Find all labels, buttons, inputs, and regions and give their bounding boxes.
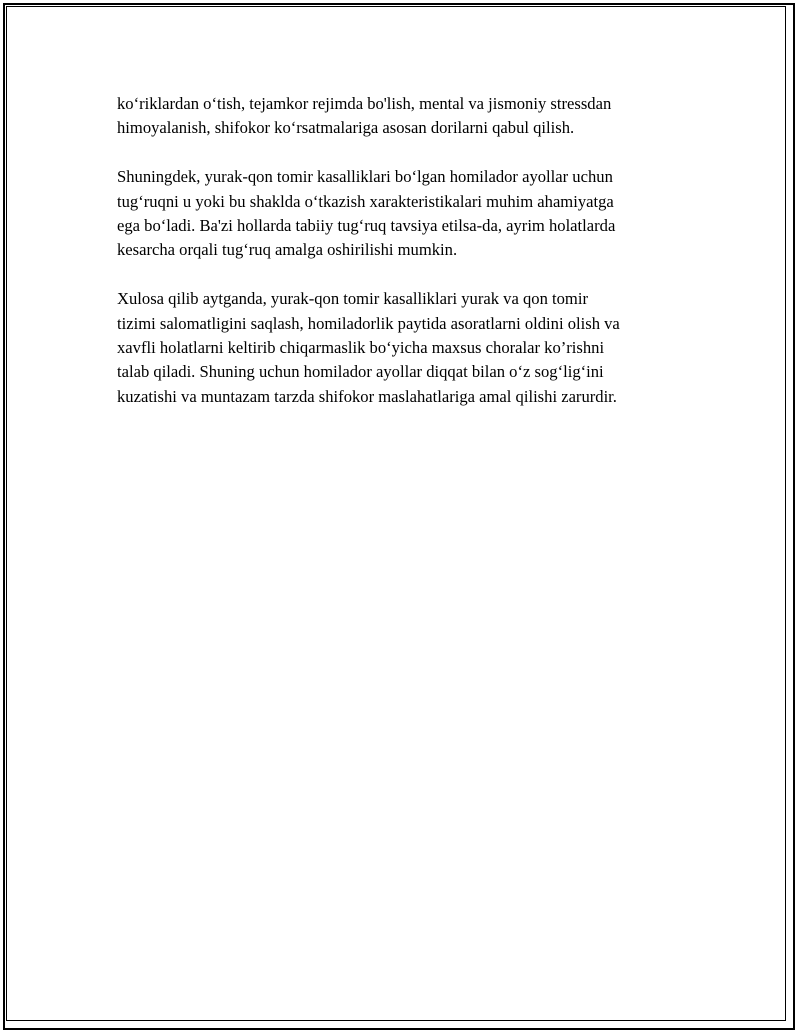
paragraph-1	[117, 92, 687, 141]
text-line: tug‘ruqni u yoki bu shaklda o‘tkazish xarakteristikalari muhim ahamiyatga	[117, 191, 614, 211]
text-line: talab qiladi. Shuning uchun homilador ayollar diqqat bilan o‘z sog‘lig‘ini	[117, 362, 604, 382]
text-line: Xulosa qilib aytganda, yurak-qon tomir kasalliklari yurak va qon tomir	[117, 289, 588, 309]
text-line: ko‘riklardan o‘tish, tejamkor rejimda bo'lish, mental va jismoniy stressdan	[117, 94, 612, 113]
text-line: ega bo‘ladi. Ba'zi hollarda tabiiy tug‘ruq tavsiya etilsa-da, ayrim holatlarda	[117, 216, 616, 236]
document-body	[117, 92, 687, 434]
text-line: xavfli holatlarni keltirib chiqarmaslik bo‘yicha maxsus choralar ko’rishni	[117, 338, 605, 358]
text-line: himoyalanish, shifokor ko‘rsatmalariga asosan dorilarni qabul qilish.	[117, 118, 575, 138]
paragraph-2	[117, 165, 687, 263]
paragraph-3	[117, 287, 687, 409]
text-line: Shuningdek, yurak-qon tomir kasalliklari bo‘lgan homilador ayollar uchun	[117, 167, 613, 187]
text-line: tizimi salomatligini saqlash, homiladorlik paytida asoratlarni oldini olish va	[117, 313, 620, 333]
text-line: kuzatishi va muntazam tarzda shifokor maslahatlariga amal qilishi zarurdir.	[117, 386, 617, 406]
text-line: kesarcha orqali tug‘ruq amalga oshirilishi mumkin.	[117, 240, 458, 260]
